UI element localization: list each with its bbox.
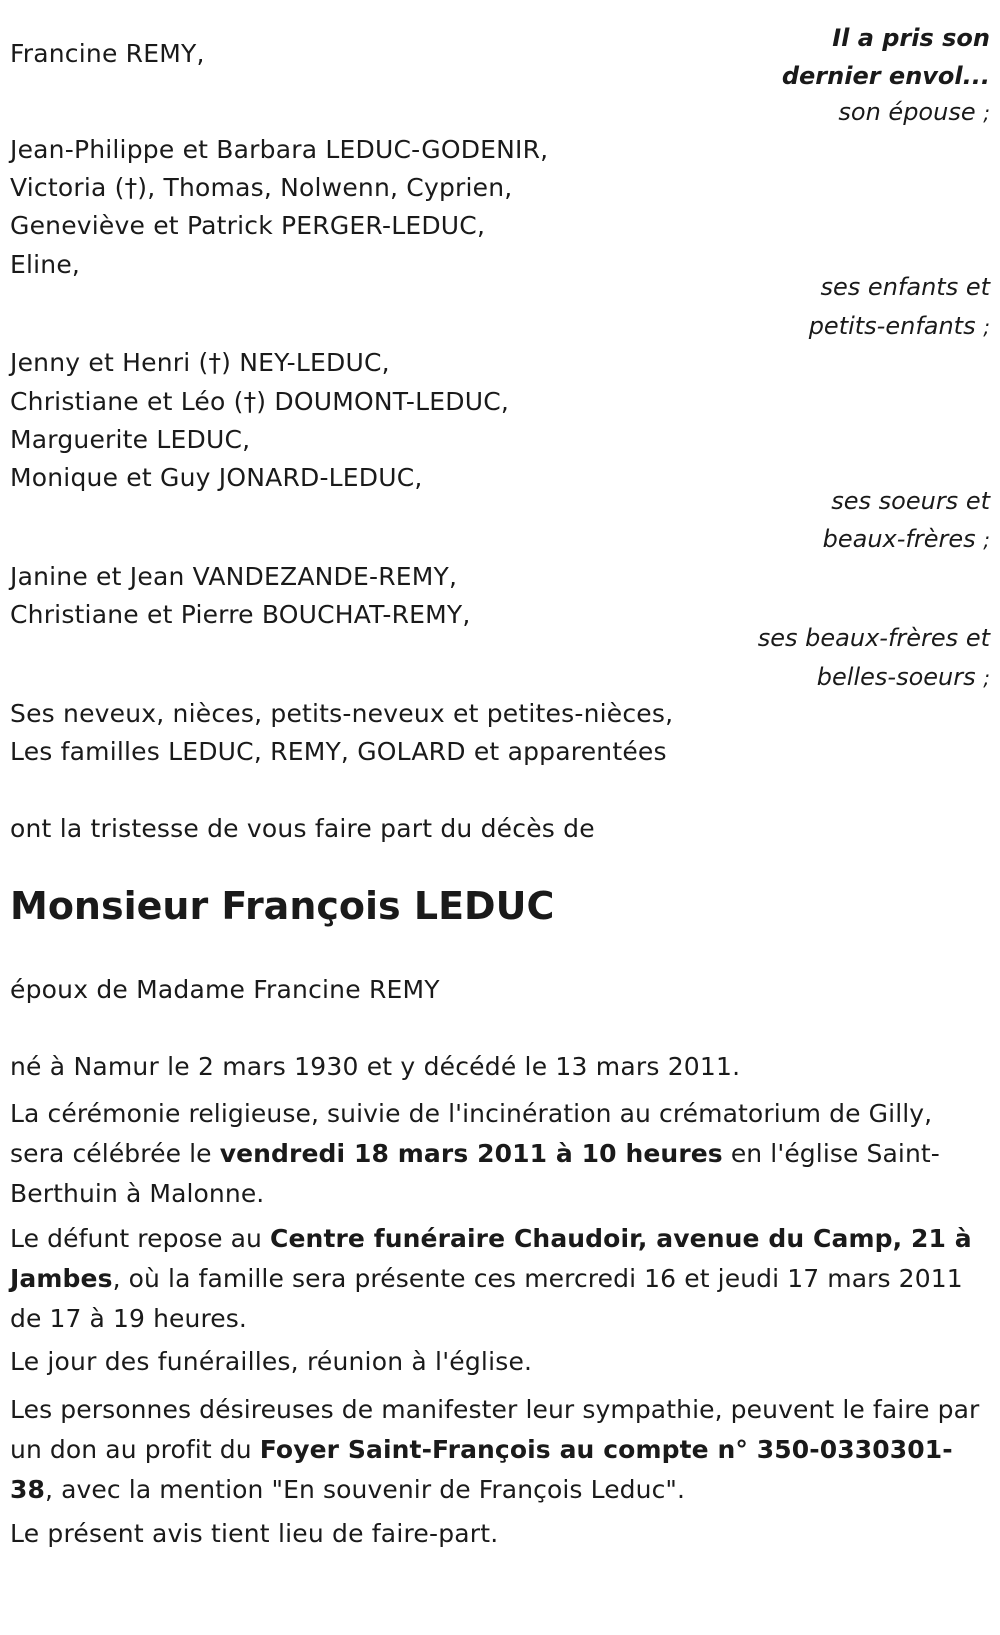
repose-paragraph (10, 1219, 990, 1339)
extended-family-line: Les familles LEDUC, REMY, GOLARD et apparentées (10, 737, 667, 766)
ceremony-text: La cérémonie religieuse, suivie de l'incinération au crématorium de Gilly, sera célébrée le (10, 1099, 933, 1168)
family-name-line: Marguerite LEDUC, (10, 425, 251, 454)
family-name-line: Monique et Guy JONARD-LEDUC, (10, 463, 423, 492)
relation-text: belles-soeurs (816, 663, 976, 691)
ceremony-paragraph (10, 1094, 990, 1214)
funeral-home-address: Centre funéraire Chaudoir, avenue du Camp, 21 à Jambes (10, 1224, 972, 1293)
donation-account: Foyer Saint-François au compte n° 350-0330301-38 (10, 1435, 953, 1504)
semicolon: ; (983, 666, 990, 690)
donation-paragraph (10, 1390, 990, 1510)
spouse-line: époux de Madame Francine REMY (10, 975, 440, 1004)
family-name-line: Jean-Philippe et Barbara LEDUC-GODENIR, (10, 135, 549, 164)
semicolon: ; (983, 101, 990, 125)
relation-line (817, 657, 990, 698)
family-name-line: Janine et Jean VANDEZANDE-REMY, (10, 562, 458, 591)
donation-text: , avec la mention "En souvenir de François Leduc". (45, 1475, 686, 1504)
repose-text: , où la famille sera présente ces mercredi 16 et jeudi 17 mars 2011 de 17 à 19 heures. (10, 1264, 963, 1333)
relation-line: ses soeurs et (831, 487, 990, 515)
ceremony-text: en l'église Saint-Berthuin à Malonne. (10, 1139, 940, 1208)
relation-text: beaux-frères (822, 525, 976, 553)
semicolon: ; (983, 528, 990, 552)
relation-text: petits-enfants (808, 312, 976, 340)
semicolon: ; (983, 315, 990, 339)
family-name-line: Eline, (10, 250, 81, 279)
relation-line (823, 519, 990, 560)
relation-text: son épouse (838, 98, 976, 126)
relation-line (809, 306, 990, 347)
tagline-line-1: Il a pris son (832, 24, 990, 52)
family-name-line: Christiane et Pierre BOUCHAT-REMY, (10, 600, 471, 629)
donation-text: Les personnes désireuses de manifester leur sympathie, peuvent le faire par un don au profit du (10, 1395, 980, 1464)
closing-line: Le présent avis tient lieu de faire-part. (10, 1519, 499, 1548)
family-name-line: Victoria (†), Thomas, Nolwenn, Cyprien, (10, 173, 513, 202)
family-name-line: Francine REMY, (10, 39, 205, 68)
announcement-text: ont la tristesse de vous faire part du décès de (10, 814, 595, 843)
funeral-day-line: Le jour des funérailles, réunion à l'église. (10, 1347, 533, 1376)
extended-family-line: Ses neveux, nièces, petits-neveux et petites-nièces, (10, 699, 674, 728)
relation-line: ses enfants et (820, 273, 990, 301)
birth-death-line: né à Namur le 2 mars 1930 et y décédé le 13 mars 2011. (10, 1052, 741, 1081)
relation-line (838, 92, 990, 133)
relation-line: ses beaux-frères et (757, 624, 990, 652)
deceased-name: Monsieur François LEDUC (10, 884, 555, 928)
ceremony-date-time: vendredi 18 mars 2011 à 10 heures (219, 1139, 723, 1168)
repose-text: Le défunt repose au (10, 1224, 271, 1253)
family-name-line: Jenny et Henri (†) NEY-LEDUC, (10, 348, 390, 377)
family-name-line: Geneviève et Patrick PERGER-LEDUC, (10, 211, 486, 240)
family-name-line: Christiane et Léo (†) DOUMONT-LEDUC, (10, 387, 510, 416)
tagline-line-2: dernier envol... (781, 62, 990, 90)
